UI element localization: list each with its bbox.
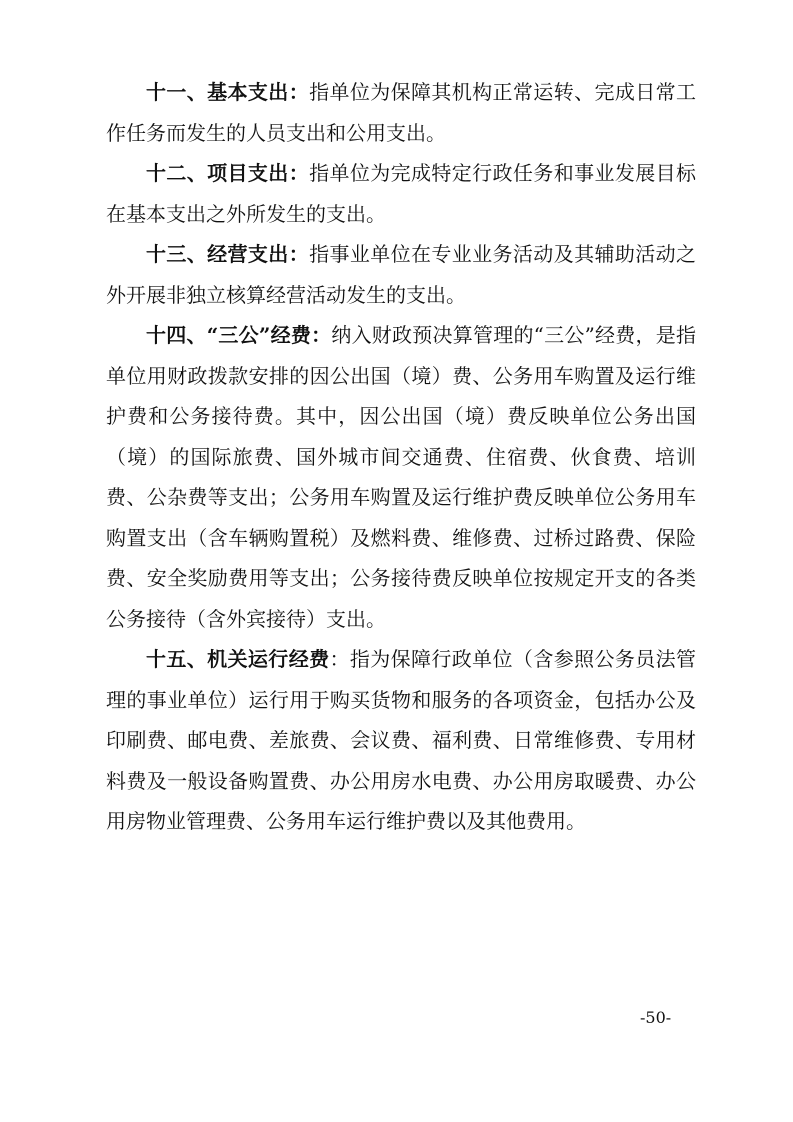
paragraph-three-public-funds [106,315,696,639]
definition-project-expenditure: 指单位为完成特定行政任务和事业发展目标在基本支出之外所发生的支出。 [106,161,697,226]
definition-three-public-funds: 纳入财政预决算管理的“三公”经费，是指单位用财政拨款安排的因公出国（境）费、公务用车购置及运行维护费和公务接待费。其中，因公出国（境）费反映单位公务出国（境）的国际旅费、国外城市间交通费、住宿费、伙食费、培训费、公杂费等支出；公务用车购置及运行维护费反映单位公务用车购置支出（含车辆购置税）及燃料费、维修费、过桥过路费、保险费、安全奖励费用等支出；公务接待费反映单位按规定开支的各类公务接待（含外宾接待）支出。 [106,323,696,631]
document-body [106,72,696,842]
term-project-expenditure: 十二、项目支出： [146,161,310,185]
page-number: -50- [640,1008,672,1027]
paragraph-operating-expenditure [106,234,696,315]
definition-operating-expenditure: 指事业单位在专业业务活动及其辅助活动之外开展非独立核算经营活动发生的支出。 [106,242,697,307]
paragraph-agency-operating-funds [106,639,696,842]
paragraph-basic-expenditure [106,72,696,153]
definition-basic-expenditure: 指单位为保障其机构正常运转、完成日常工作任务而发生的人员支出和公用支出。 [106,80,697,145]
term-operating-expenditure: 十三、经营支出： [146,242,310,266]
term-agency-operating-funds: 十五、机关运行经费 [146,647,330,671]
definition-agency-operating-funds: ：指为保障行政单位（含参照公务员法管理的事业单位）运行用于购买货物和服务的各项资金，包括办公及印刷费、邮电费、差旅费、会议费、福利费、日常维修费、专用材料费及一般设备购置费、办公用房水电费、办公用房取暖费、办公用房物业管理费、公务用车运行维护费以及其他费用。 [106,647,697,833]
term-basic-expenditure: 十一、基本支出： [146,80,310,104]
paragraph-project-expenditure [106,153,696,234]
term-three-public-funds: 十四、“三公”经费： [146,323,332,347]
